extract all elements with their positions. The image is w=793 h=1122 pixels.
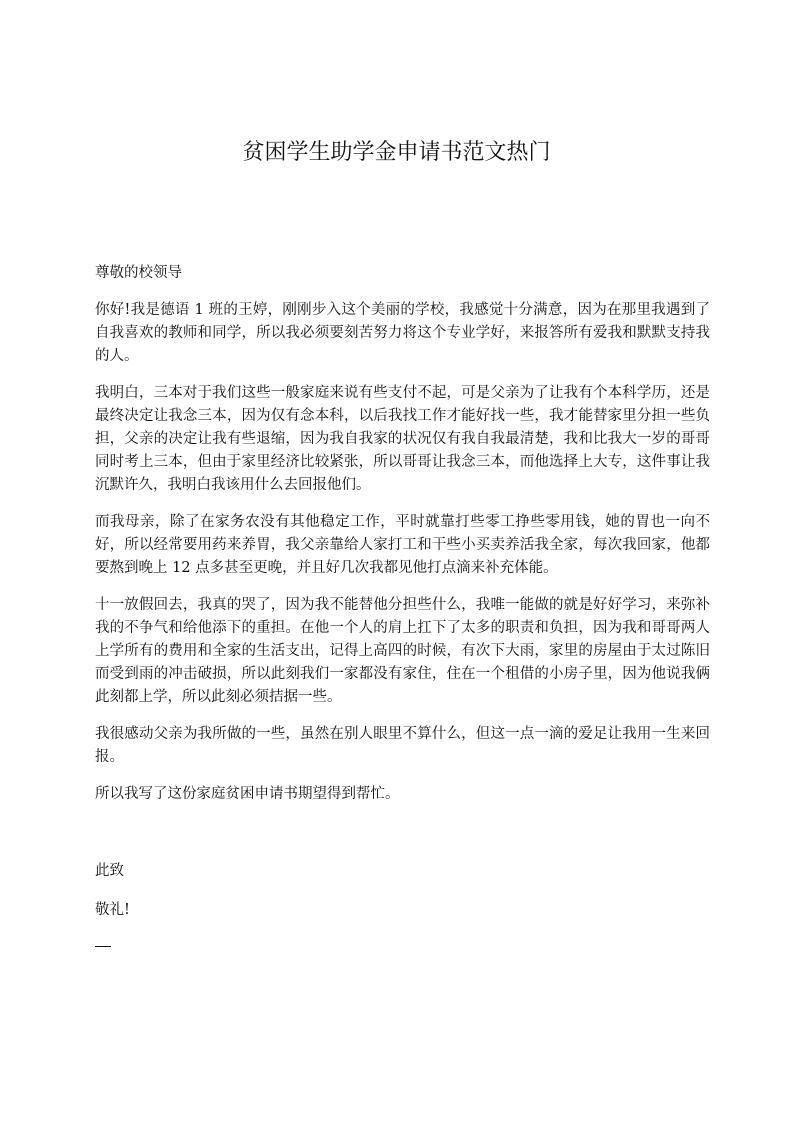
paragraph-5: 我很感动父亲为我所做的一些，虽然在别人眼里不算什么，但这一点一滴的爱足让我用一生来回报。 [95, 726, 710, 765]
document-title: 贫困学生助学金申请书范文热门 [242, 140, 551, 165]
document-body [95, 262, 710, 947]
salutation: 尊敬的校领导 [95, 265, 182, 281]
paragraph-1: 你好!我是德语 1 班的王婷，刚刚步入这个美丽的学校，我感觉十分满意，因为在那里我遇到了自我喜欢的教师和同学，所以我必须要刻苦努力将这个专业学好，来报答所有爱我和默默支持我的人。 [95, 302, 710, 364]
signature-dash [95, 946, 111, 947]
spacer [95, 820, 710, 860]
paragraph-2: 我明白，三本对于我们这些一般家庭来说有些支付不起，可是父亲为了让我有个本科学历，还是最终决定让我念三本，因为仅有念本科，以后我找工作才能好找一些，我才能替家里分担一些负担，父亲的决定让我有些退缩，因为我自我家的状况仅有我自我最清楚，我和比我大一岁的哥哥同时考上三本，但由于家里经济比较紧张，所以哥哥让我念三本，而他选择上大专，这件事让我沉默许久，我明白我该用什么去回报他们。 [95, 385, 710, 493]
closing-regards: 此致 [95, 863, 124, 879]
paragraph-3: 而我母亲，除了在家务农没有其他稳定工作，平时就靠打些零工挣些零用钱，她的胃也一向不好，所以经常要用药来养胃，我父亲靠给人家打工和干些小买卖养活我全家，每次我回家，他都要熬到晚上 12 点多甚至更晚，并且好几次我都见他打点滴来补充体能。 [95, 514, 710, 576]
paragraph-4: 十一放假回去，我真的哭了，因为我不能替他分担些什么，我唯一能做的就是好好学习，来弥补我的不争气和给他添下的重担。在他一个人的肩上扛下了太多的职责和负担，因为我和哥哥两人上学所有的费用和全家的生活支出，记得上高四的时候，有次下大雨，家里的房屋由于太过陈旧而受到雨的冲击破损，所以此刻我们一家都没有家住，住在一个租借的小房子里，因为他说我俩此刻都上学，所以此刻必须拮据一些。 [95, 597, 710, 705]
paragraph-6: 所以我写了这份家庭贫困申请书期望得到帮忙。 [95, 786, 400, 802]
closing-salute: 敬礼! [95, 902, 130, 918]
